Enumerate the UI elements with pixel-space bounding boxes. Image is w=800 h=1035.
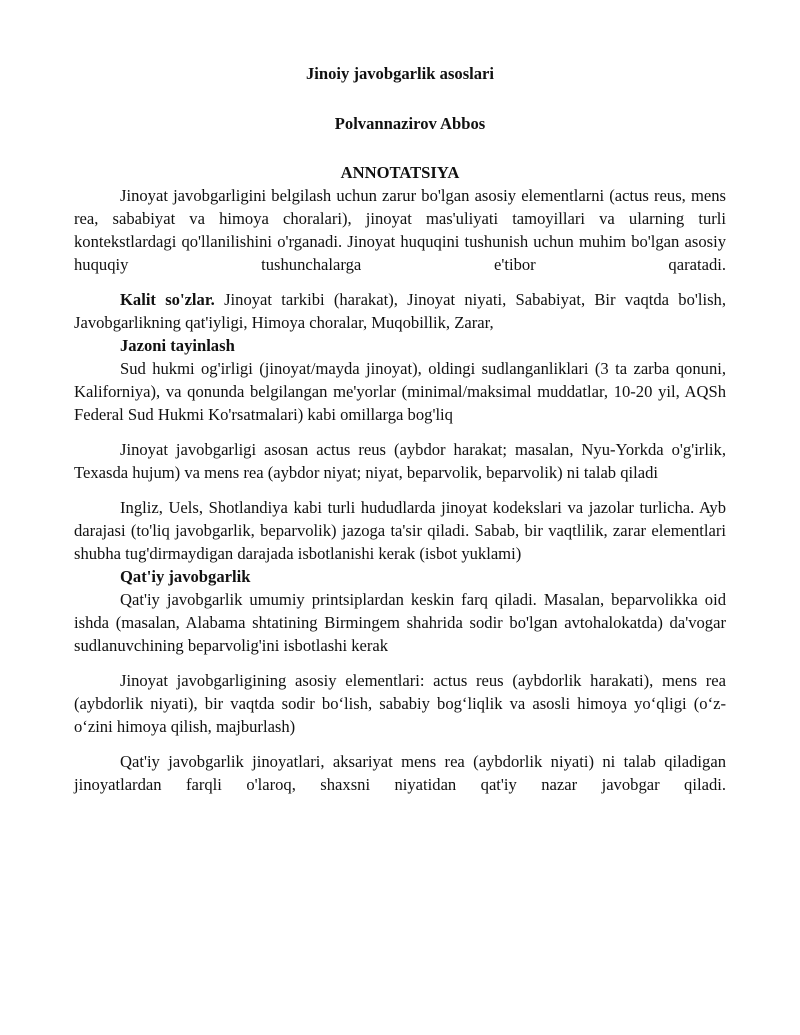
paper-title: Jinoiy javobgarlik asoslari bbox=[305, 64, 495, 83]
author-name: Polvannazirov Abbos bbox=[334, 114, 486, 133]
section-paragraph: Qat'iy javobgarlik umumiy printsiplardan keskin farq qiladi. Masalan, beparvolikka oid ishda (masalan, Alabama shtatining Birmingem shahrida sodir bo'lgan avtohalokatda) da'vogar sudlanuvchining beparvolig'ini isbotlashi kerak bbox=[74, 590, 726, 655]
section-paragraph: Sud hukmi og'irligi (jinoyat/mayda jinoyat), oldingi sudlanganliklari (3 ta zarba qonuni, Kaliforniya), va qonunda belgilangan me'yorlar (minimal/maksimal muddatlar, 10-20 yil, AQSh Federal Sud Hukmi Ko'rsatmalari) kabi omillarga bog'liq bbox=[74, 359, 726, 424]
section-paragraph: Jinoyat javobgarligi asosan actus reus (aybdor harakat; masalan, Nyu-Yorkda o'g'irlik, Texasda hujum) va mens rea (aybdor niyat; niyat, beparvolik, beparvolik) ni talab qiladi bbox=[74, 440, 726, 482]
section-heading-strict-liability: Qat'iy javobgarlik bbox=[120, 567, 251, 586]
section-heading-sentencing: Jazoni tayinlash bbox=[120, 336, 235, 355]
annotation-text: Jinoyat javobgarligini belgilash uchun zarur bo'lgan asosiy elementlarni (actus reus, mens rea, sababiyat va himoya choralari), jinoyat mas'uliyati tamoyillari va ularning turli kontekstlardagi qo'llanilishini o'rganadi. Jinoyat huquqini tushunish uchun muhim bo'lgan asosiy huquqiy tushunchalarga e'tibor qaratadi. bbox=[74, 186, 726, 274]
section-paragraph: Ingliz, Uels, Shotlandiya kabi turli hududlarda jinoyat kodekslari va jazolar turlicha. Ayb darajasi (to'liq javobgarlik, beparvolik) jazoga ta'sir qiladi. Sabab, bir vaqtlilik, zarar elementlari shubha tug'dirmaydigan darajada isbotlanishi kerak (isbot yuklami) bbox=[74, 498, 726, 563]
section-paragraph: Qat'iy javobgarlik jinoyatlari, aksariyat mens rea (aybdorlik niyati) ni talab qiladigan jinoyatlardan farqli o'laroq, shaxsni niyatidan qat'iy nazar javobgar qiladi. bbox=[74, 752, 726, 794]
section-paragraph: Jinoyat javobgarligining asosiy elementlari: actus reus (aybdorlik harakati), mens rea (aybdorlik niyati), bir vaqtda sodir bo‘lish, sababiy bog‘liqlik va asosli himoya yo‘qligi (o‘z-o‘zini himoya qilish, majburlash) bbox=[74, 671, 726, 736]
keywords-label: Kalit so'zlar. bbox=[120, 290, 215, 309]
keywords-paragraph bbox=[74, 288, 726, 334]
annotation-heading: ANNOTATSIYA bbox=[340, 163, 460, 182]
keywords-text: Jinoyat tarkibi (harakat), Jinoyat niyati, Sababiyat, Bir vaqtda bo'lish, Javobgarlikning qat'iyligi, Himoya choralar, Muqobillik, Zarar, bbox=[74, 290, 726, 332]
